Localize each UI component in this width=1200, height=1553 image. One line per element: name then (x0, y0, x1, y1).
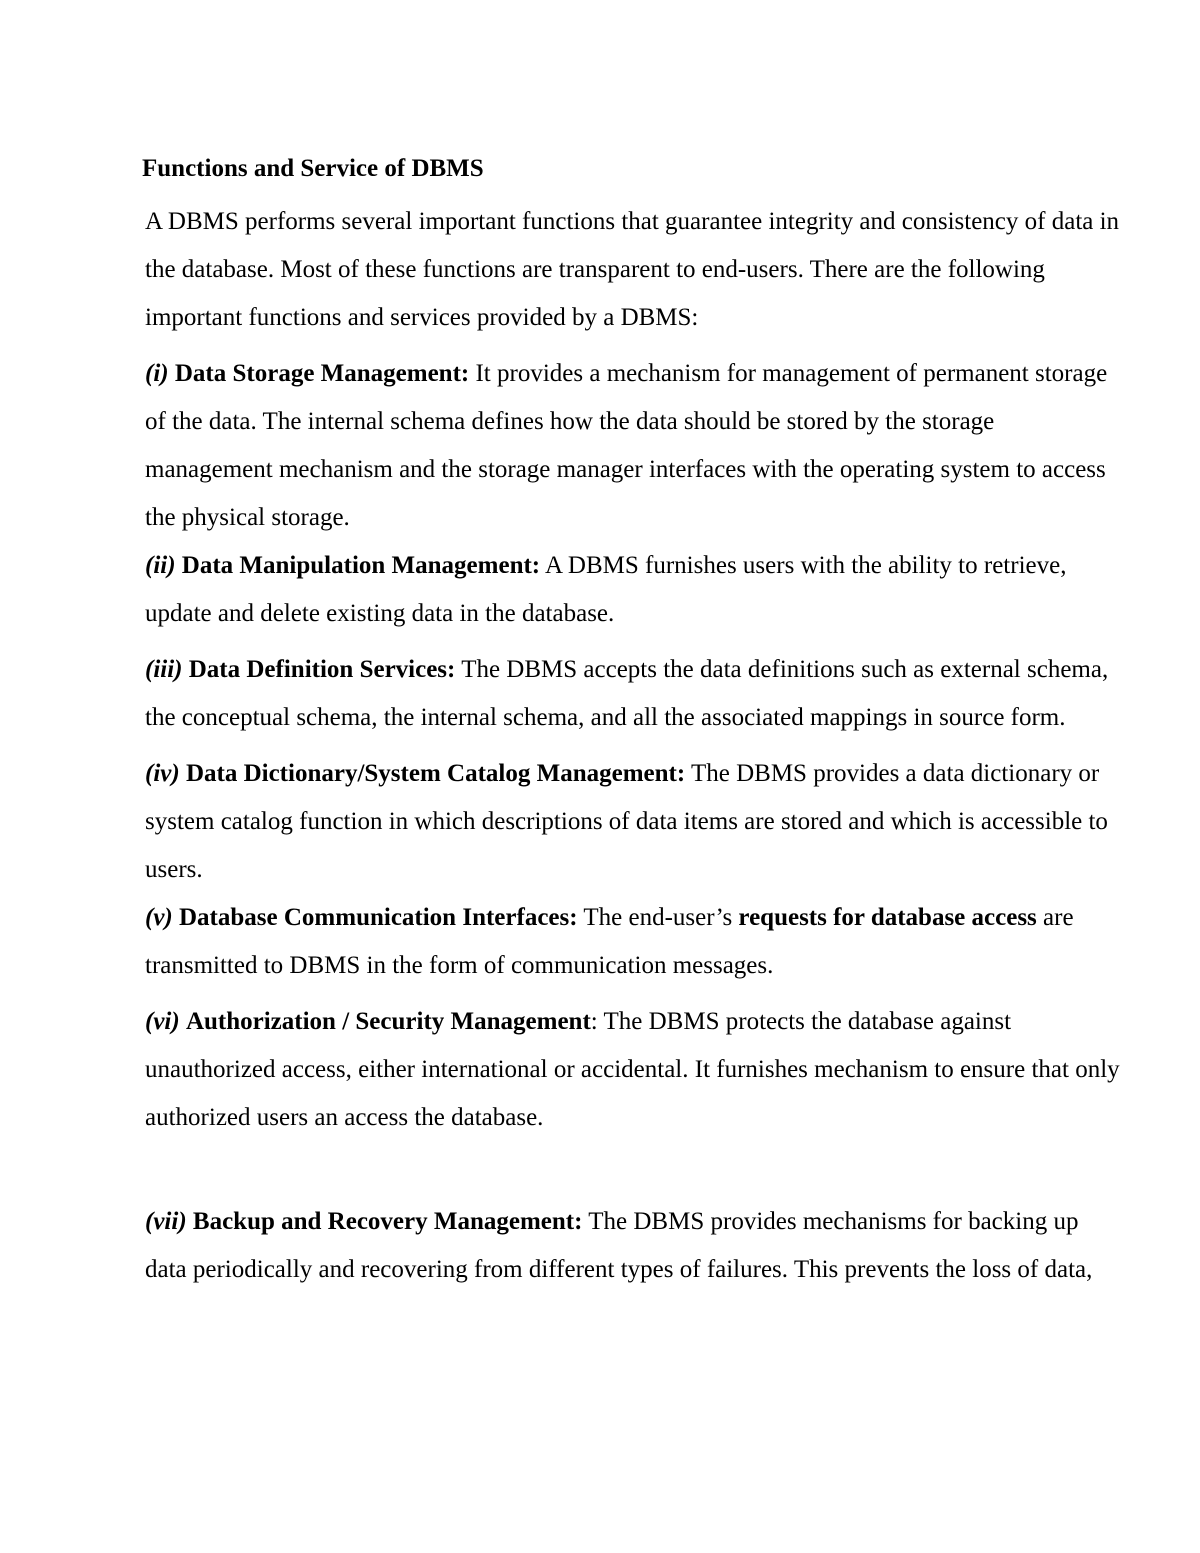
document-body (142, 150, 1120, 1294)
item-term: Backup and Recovery Management: (192, 1208, 583, 1235)
item-data-manipulation (145, 542, 1120, 638)
item-number: (iii) (145, 656, 183, 683)
intro-paragraph: A DBMS performs several important functions that guarantee integrity and consistency of data in the database. Most of these functions are transparent to end-users. There are the following important functions and services provided by a DBMS: (145, 208, 1120, 331)
item-term: Authorization / Security Management (185, 1008, 591, 1035)
item-term: Database Communication Interfaces: (179, 904, 578, 931)
item-text: A DBMS furnishes users with the ability to retrieve, update and delete existing data in the database. (145, 552, 1067, 627)
item-data-definition (145, 646, 1120, 742)
item-term: Data Definition Services: (188, 656, 456, 683)
item-number: (vi) (145, 1008, 180, 1035)
item-text: It provides a mechanism for management of permanent storage of the data. The internal schema defines how the data should be stored by the storage management mechanism and the storage manager interfaces with the operating system to access the physical storage. (145, 360, 1108, 531)
item-number: (v) (145, 904, 173, 931)
item-text-emphasis: requests for database access (738, 904, 1037, 931)
item-number: (vii) (145, 1208, 187, 1235)
item-text: The DBMS provides mechanisms for backing up data periodically and recovering from different types of failures. This prevents the loss of data, (145, 1208, 1093, 1283)
item-text: : The DBMS protects the database against unauthorized access, either international or accidental. It furnishes mechanism to ensure that only authorized users an access the database. (145, 1008, 1120, 1131)
item-backup-recovery (145, 1198, 1120, 1294)
item-data-storage (145, 350, 1120, 542)
item-term: Data Manipulation Management: (181, 552, 541, 579)
page-title: Functions and Service of DBMS (142, 155, 484, 182)
item-text: are transmitted to DBMS in the form of communication messages. (145, 904, 1074, 979)
item-communication-interfaces (145, 894, 1120, 990)
item-number: (i) (145, 360, 169, 387)
item-data-dictionary (145, 750, 1120, 894)
item-term: Data Storage Management: (174, 360, 470, 387)
item-text: The end-user’s (583, 904, 733, 931)
item-text: The DBMS accepts the data definitions such as external schema, the conceptual schema, the internal schema, and all the associated mappings in source form. (145, 656, 1109, 731)
item-security-management (145, 998, 1120, 1142)
item-number: (ii) (145, 552, 176, 579)
item-term: Data Dictionary/System Catalog Management: (185, 760, 686, 787)
item-number: (iv) (145, 760, 180, 787)
item-text: The DBMS provides a data dictionary or system catalog function in which descriptions of data items are stored and which is accessible to users. (145, 760, 1108, 883)
